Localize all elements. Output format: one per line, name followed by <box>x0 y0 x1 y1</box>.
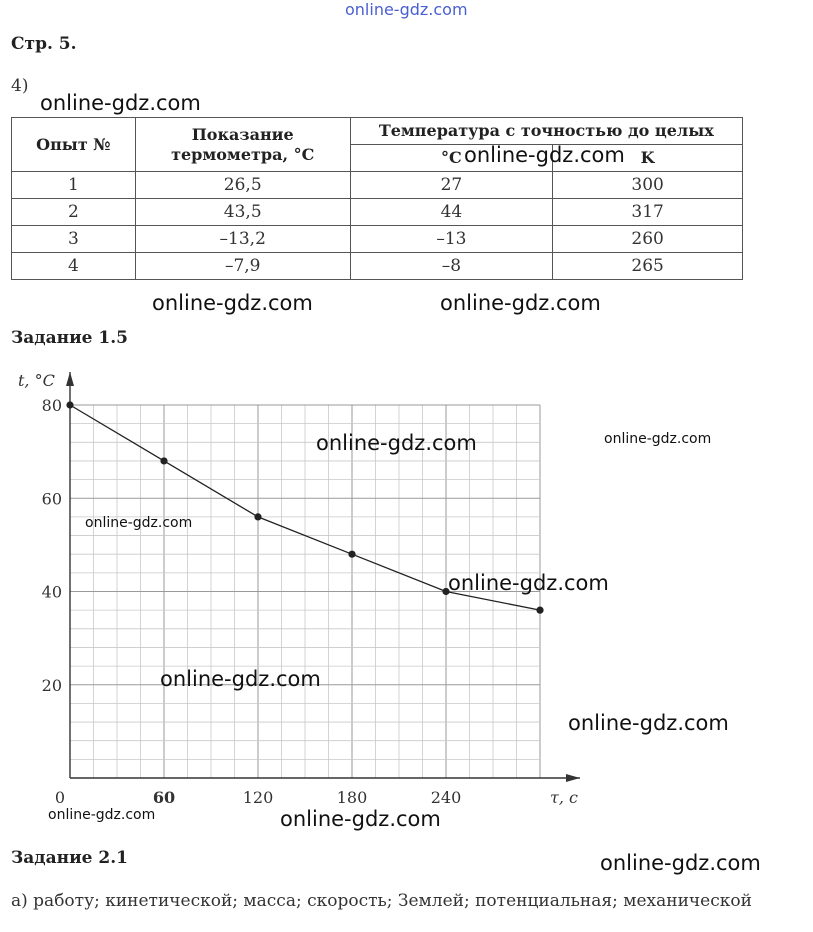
data-point <box>66 401 73 408</box>
table-cell: 43,5 <box>135 199 350 226</box>
watermark-8: online-gdz.com <box>448 571 609 595</box>
task-2-1-title: Задание 2.1 <box>11 848 128 868</box>
watermark-4: online-gdz.com <box>440 291 601 315</box>
table-row <box>12 253 743 280</box>
col-header-experiment: Опыт № <box>12 118 136 172</box>
watermark-top: online-gdz.com <box>345 0 468 19</box>
table-row <box>12 172 743 199</box>
watermark-6: online-gdz.com <box>604 431 712 447</box>
page-heading: Стр. 5. <box>11 34 77 54</box>
col-header-reading: Показание термометра, °С <box>135 118 350 172</box>
watermark-9: online-gdz.com <box>160 667 321 691</box>
watermark-7: online-gdz.com <box>85 515 193 531</box>
data-point <box>536 607 543 614</box>
watermark-3: online-gdz.com <box>152 291 313 315</box>
x-axis-arrow-icon <box>566 774 580 782</box>
watermark-10: online-gdz.com <box>568 711 729 735</box>
data-point <box>160 457 167 464</box>
sub-header-celsius: °C <box>350 145 553 172</box>
data-point <box>348 551 355 558</box>
watermark-12: online-gdz.com <box>280 807 441 831</box>
y-tick-label: 20 <box>41 675 62 695</box>
temperature-table <box>11 117 743 280</box>
watermark-13: online-gdz.com <box>600 851 761 875</box>
x-tick-label: 0 <box>54 788 66 807</box>
watermark-5: online-gdz.com <box>316 431 477 455</box>
task-2-1-text: а) работу; кинетической; масса; скорость; Землей; потенциальная; механической <box>11 891 752 911</box>
table-cell: 26,5 <box>135 172 350 199</box>
table-cell: –8 <box>350 253 553 280</box>
watermark-2: online-gdz.com <box>464 143 625 167</box>
watermark-11: online-gdz.com <box>48 807 156 823</box>
table-cell: 3 <box>12 226 136 253</box>
watermark-1: online-gdz.com <box>40 91 201 115</box>
table-cell: –13,2 <box>135 226 350 253</box>
sub-header-kelvin: K <box>553 145 743 172</box>
item-label: 4) <box>11 76 29 96</box>
x-tick-label: 60 <box>152 788 176 807</box>
table-cell: 317 <box>553 199 743 226</box>
x-axis-label: τ, с <box>550 788 578 807</box>
table-cell: 44 <box>350 199 553 226</box>
y-tick-label: 40 <box>41 582 62 602</box>
x-tick-label: 120 <box>242 788 274 807</box>
task-1-5-title: Задание 1.5 <box>11 328 128 348</box>
table-cell: 260 <box>553 226 743 253</box>
table-cell: 300 <box>553 172 743 199</box>
table-row <box>12 199 743 226</box>
x-tick-label: 180 <box>336 788 368 807</box>
y-axis-label: t, °C <box>18 371 55 390</box>
table-cell: 4 <box>12 253 136 280</box>
table-cell: –13 <box>350 226 553 253</box>
table-row <box>12 226 743 253</box>
y-tick-label: 60 <box>41 489 62 509</box>
table-cell: 265 <box>553 253 743 280</box>
col-header-group: Температура с точностью до целых <box>350 118 742 145</box>
y-tick-label: 80 <box>41 396 62 415</box>
table-cell: 27 <box>350 172 553 199</box>
y-axis-arrow-icon <box>66 372 74 386</box>
x-tick-label: 240 <box>430 788 462 807</box>
table-cell: –7,9 <box>135 253 350 280</box>
table-cell: 1 <box>12 172 136 199</box>
data-point <box>254 513 261 520</box>
table-cell: 2 <box>12 199 136 226</box>
